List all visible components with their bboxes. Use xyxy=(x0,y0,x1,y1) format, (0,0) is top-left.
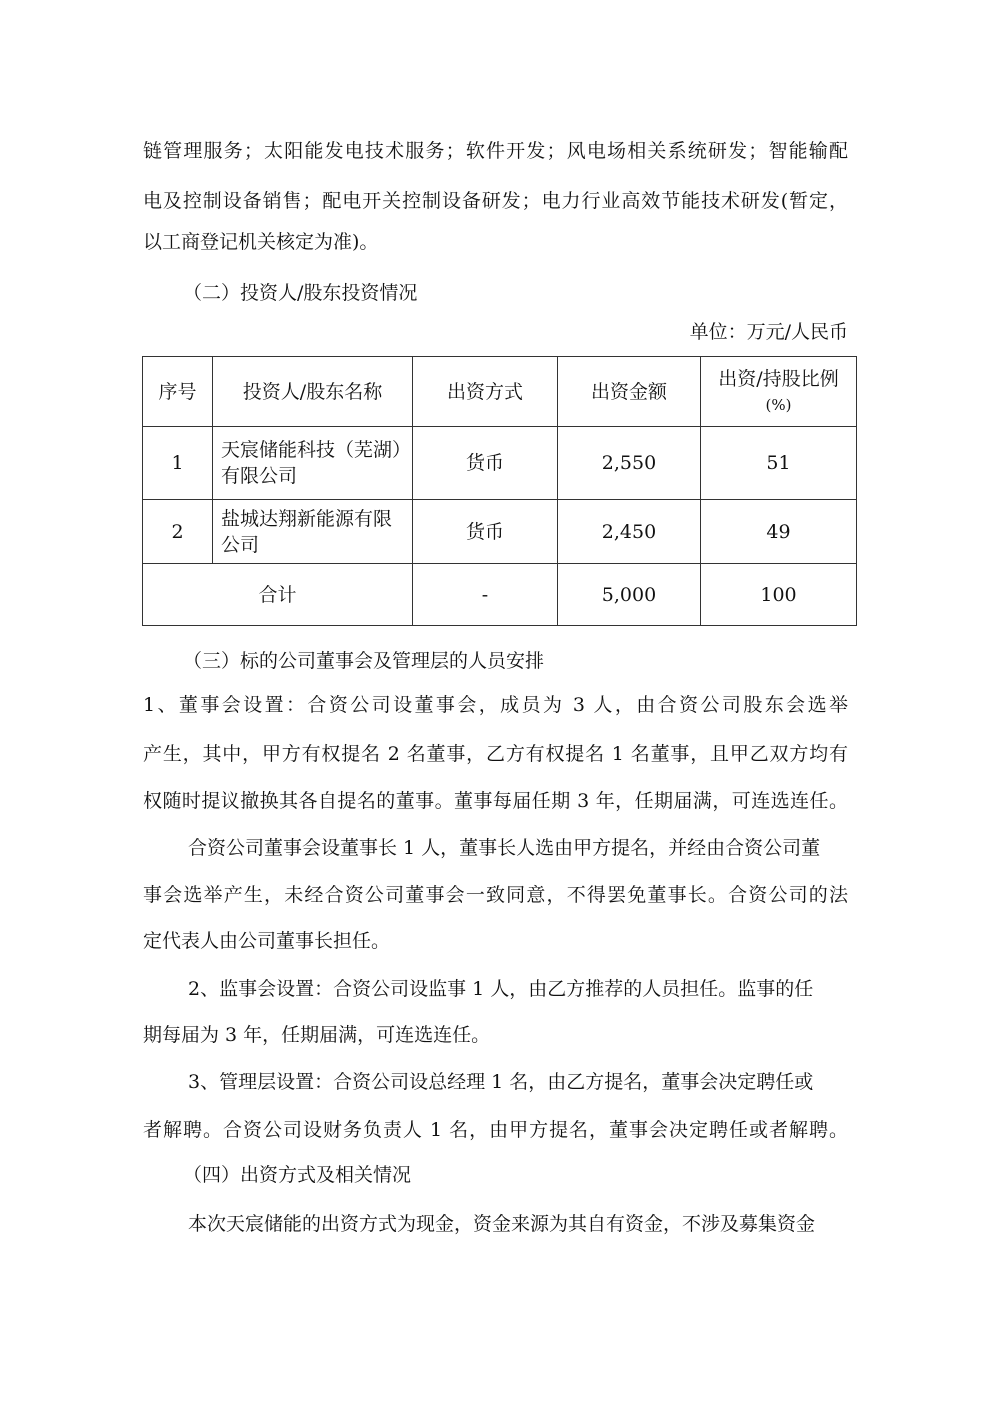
header-amount: 出资金额 xyxy=(558,357,701,427)
paragraph-line: 者解聘。合资公司设财务负责人 1 名，由甲方提名，董事会决定聘任或者解聘。 xyxy=(143,1119,848,1141)
paragraph-line: 产生，其中，甲方有权提名 2 名董事，乙方有权提名 1 名董事，且甲乙双方均有 xyxy=(143,743,848,765)
row-amount: 2,450 xyxy=(558,500,701,564)
row-name-line: 公司 xyxy=(221,533,260,556)
paragraph-line: 2、监事会设置：合资公司设监事 1 人，由乙方推荐的人员担任。监事的任 xyxy=(188,978,814,1000)
total-label: 合计 xyxy=(143,564,413,626)
table-row xyxy=(143,427,857,500)
row-method: 货币 xyxy=(413,500,558,564)
total-method: - xyxy=(413,564,558,626)
section-heading-3: （三）标的公司董事会及管理层的人员安排 xyxy=(183,650,545,672)
header-no: 序号 xyxy=(143,357,213,427)
paragraph-line: 3、管理层设置：合资公司设总经理 1 名，由乙方提名，董事会决定聘任或 xyxy=(188,1071,814,1093)
unit-label: 单位：万元/人民币 xyxy=(689,321,848,343)
header-method: 出资方式 xyxy=(413,357,558,427)
investment-table xyxy=(142,356,857,626)
row-amount: 2,550 xyxy=(558,427,701,500)
header-ratio-label: 出资/持股比例 xyxy=(718,367,839,390)
row-no: 1 xyxy=(143,427,213,500)
row-name-line: 天宸储能科技（芜湖） xyxy=(221,439,412,461)
row-name-line: 盐城达翔新能源有限 xyxy=(221,507,393,530)
paragraph-line: 链管理服务；太阳能发电技术服务；软件开发；风电场相关系统研发；智能输配 xyxy=(143,140,848,162)
paragraph-line: 定代表人由公司董事长担任。 xyxy=(143,930,391,952)
paragraph-line: 合资公司董事会设董事长 1 人，董事长人选由甲方提名，并经由合资公司董 xyxy=(188,837,821,859)
table-total-row xyxy=(143,564,857,626)
paragraph-line: 电及控制设备销售；配电开关控制设备研发；电力行业高效节能技术研发(暂定， xyxy=(143,190,848,212)
total-amount: 5,000 xyxy=(558,564,701,626)
table-row xyxy=(143,500,857,564)
header-ratio xyxy=(701,357,857,427)
paragraph-line: 权随时提议撤换其各自提名的董事。董事每届任期 3 年，任期届满，可连选连任。 xyxy=(143,790,848,812)
row-method: 货币 xyxy=(413,427,558,500)
row-ratio: 51 xyxy=(701,427,857,500)
row-name xyxy=(213,427,413,500)
section-heading-4: （四）出资方式及相关情况 xyxy=(183,1164,412,1186)
paragraph-line: 以工商登记机关核定为准)。 xyxy=(143,231,379,253)
header-name: 投资人/股东名称 xyxy=(213,357,413,427)
row-name-line: 有限公司 xyxy=(221,465,298,487)
table-header-row xyxy=(143,357,857,427)
paragraph-line: 事会选举产生，未经合资公司董事会一致同意，不得罢免董事长。合资公司的法 xyxy=(143,884,848,906)
paragraph-line: 期每届为 3 年，任期届满，可连选连任。 xyxy=(143,1024,491,1046)
header-ratio-unit: (%) xyxy=(765,395,792,414)
row-name xyxy=(213,500,413,564)
paragraph-line: 本次天宸储能的出资方式为现金，资金来源为其自有资金，不涉及募集资金 xyxy=(188,1213,816,1235)
total-ratio: 100 xyxy=(701,564,857,626)
row-ratio: 49 xyxy=(701,500,857,564)
row-no: 2 xyxy=(143,500,213,564)
paragraph-line: 1、董事会设置：合资公司设董事会，成员为 3 人，由合资公司股东会选举 xyxy=(143,694,848,716)
section-heading-2: （二）投资人/股东投资情况 xyxy=(183,282,418,304)
